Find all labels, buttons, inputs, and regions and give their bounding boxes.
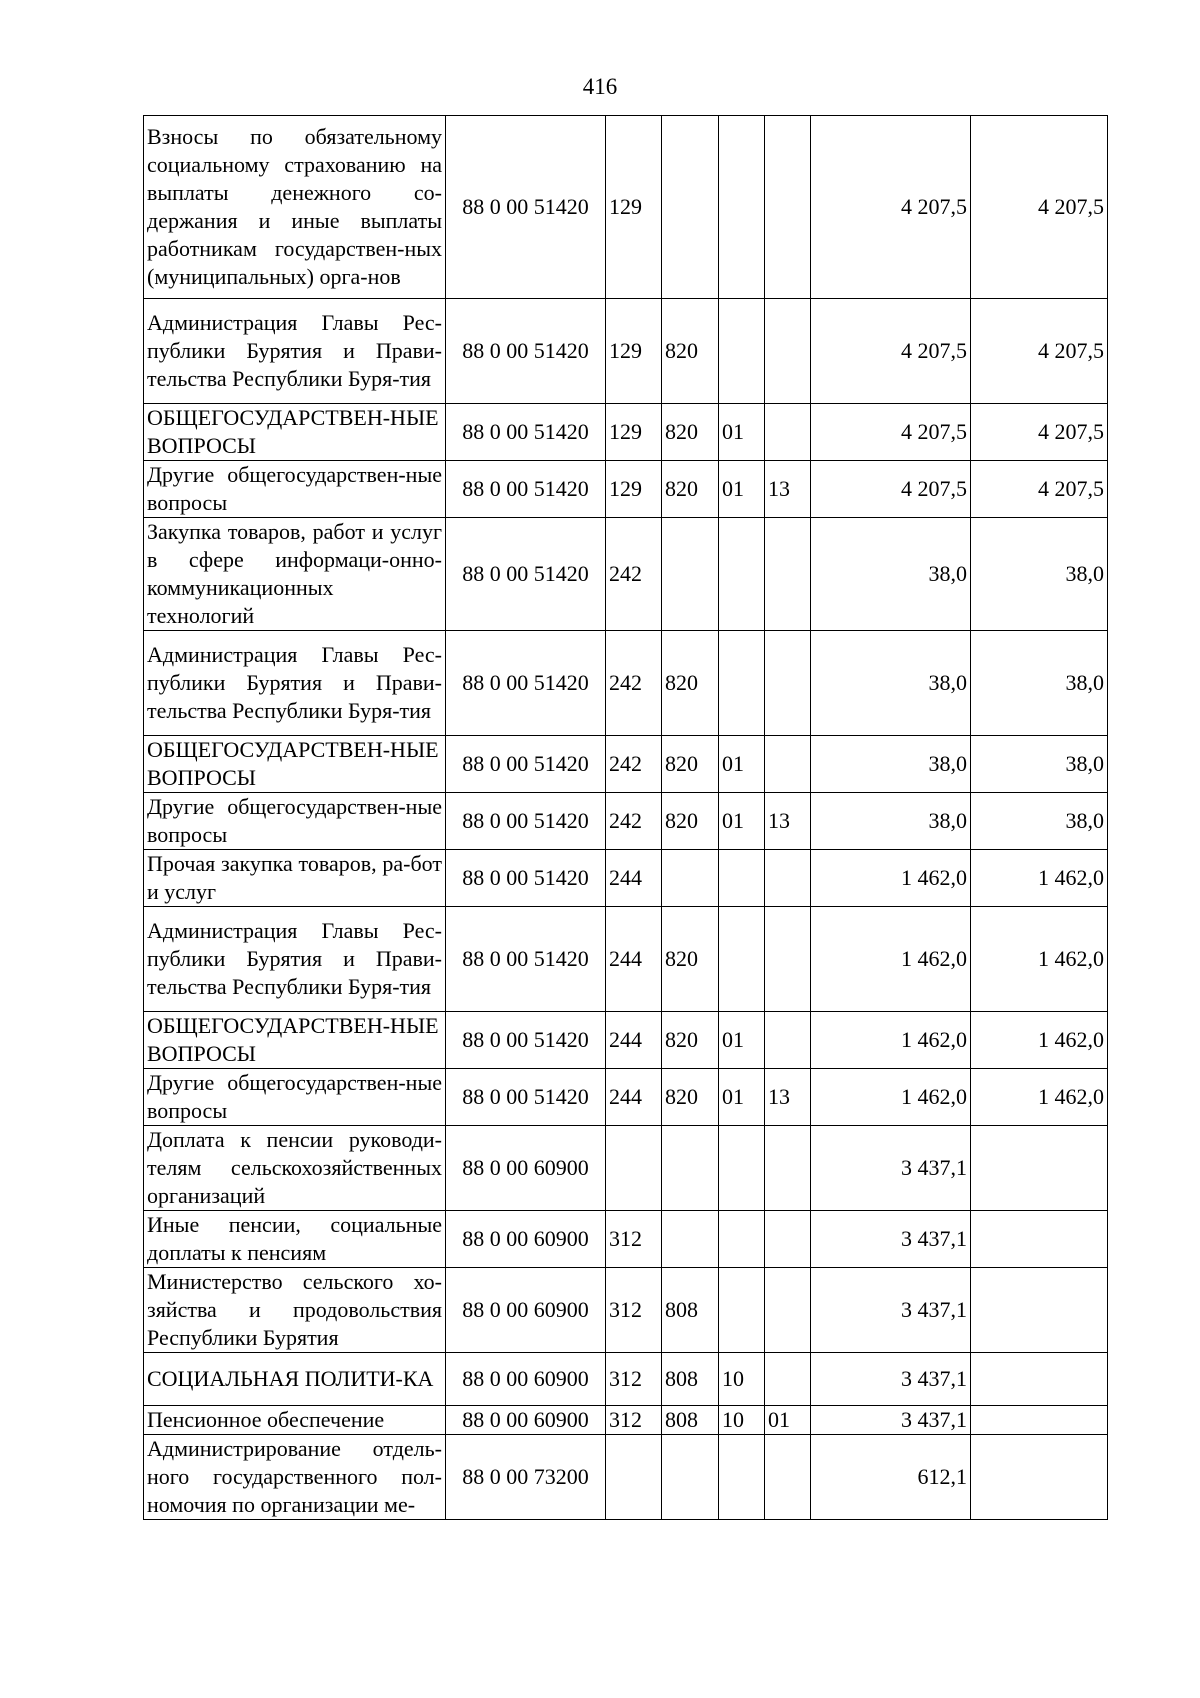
row-sum-1: 3 437,1 <box>811 1268 971 1353</box>
row-sum-2 <box>971 1353 1108 1406</box>
row-expense-type: 244 <box>606 1069 662 1126</box>
row-target-code: 88 0 00 51420 <box>446 461 606 518</box>
row-expense-type: 244 <box>606 907 662 1012</box>
row-target-code: 88 0 00 51420 <box>446 404 606 461</box>
row-ministry-code: 820 <box>662 907 719 1012</box>
row-sum-1: 3 437,1 <box>811 1126 971 1211</box>
row-subsection <box>765 1012 811 1069</box>
row-expense-type <box>606 1126 662 1211</box>
table-row <box>144 299 1108 404</box>
row-target-code: 88 0 00 60900 <box>446 1211 606 1268</box>
row-ministry-code: 820 <box>662 461 719 518</box>
row-name: Закупка товаров, работ и услуг в сфере информаци-онно-коммуникационных технологий <box>144 518 446 631</box>
row-subsection <box>765 736 811 793</box>
row-name: СОЦИАЛЬНАЯ ПОЛИТИ-КА <box>144 1353 446 1406</box>
row-target-code: 88 0 00 51420 <box>446 631 606 736</box>
row-ministry-code <box>662 850 719 907</box>
row-expense-type: 242 <box>606 736 662 793</box>
row-sum-1: 4 207,5 <box>811 299 971 404</box>
table-row <box>144 1126 1108 1211</box>
table-row <box>144 518 1108 631</box>
row-section <box>719 299 765 404</box>
row-sum-2: 4 207,5 <box>971 461 1108 518</box>
table-row <box>144 461 1108 518</box>
row-subsection <box>765 518 811 631</box>
row-sum-1: 1 462,0 <box>811 1069 971 1126</box>
row-sum-2: 1 462,0 <box>971 850 1108 907</box>
row-expense-type: 129 <box>606 461 662 518</box>
row-name: Министерство сельского хо-зяйства и продовольствия Республики Бурятия <box>144 1268 446 1353</box>
row-expense-type: 244 <box>606 1012 662 1069</box>
row-ministry-code <box>662 1435 719 1520</box>
row-sum-2: 1 462,0 <box>971 1069 1108 1126</box>
row-subsection <box>765 1211 811 1268</box>
row-subsection <box>765 404 811 461</box>
row-section: 01 <box>719 404 765 461</box>
row-target-code: 88 0 00 51420 <box>446 518 606 631</box>
row-name: Администрация Главы Рес-публики Бурятия и Прави-тельства Республики Буря-тия <box>144 907 446 1012</box>
row-sum-1: 1 462,0 <box>811 850 971 907</box>
row-subsection: 01 <box>765 1406 811 1435</box>
row-sum-1: 3 437,1 <box>811 1211 971 1268</box>
row-target-code: 88 0 00 51420 <box>446 1012 606 1069</box>
row-section: 01 <box>719 793 765 850</box>
row-section <box>719 1268 765 1353</box>
budget-table <box>143 115 1108 1520</box>
row-ministry-code <box>662 1126 719 1211</box>
row-expense-type: 242 <box>606 631 662 736</box>
row-target-code: 88 0 00 51420 <box>446 299 606 404</box>
table-row <box>144 1069 1108 1126</box>
row-name: Прочая закупка товаров, ра-бот и услуг <box>144 850 446 907</box>
row-target-code: 88 0 00 60900 <box>446 1353 606 1406</box>
row-expense-type: 244 <box>606 850 662 907</box>
row-target-code: 88 0 00 60900 <box>446 1268 606 1353</box>
row-target-code: 88 0 00 51420 <box>446 116 606 299</box>
row-sum-1: 3 437,1 <box>811 1406 971 1435</box>
row-expense-type: 312 <box>606 1353 662 1406</box>
row-sum-2 <box>971 1406 1108 1435</box>
row-sum-2: 1 462,0 <box>971 1012 1108 1069</box>
row-target-code: 88 0 00 51420 <box>446 736 606 793</box>
table-row <box>144 116 1108 299</box>
row-name: Доплата к пенсии руководи-телям сельскохозяйственных организаций <box>144 1126 446 1211</box>
row-subsection <box>765 850 811 907</box>
row-sum-2: 38,0 <box>971 736 1108 793</box>
table-row <box>144 1211 1108 1268</box>
table-row <box>144 736 1108 793</box>
row-section <box>719 1435 765 1520</box>
row-name: ОБЩЕГОСУДАРСТВЕН-НЫЕ ВОПРОСЫ <box>144 1012 446 1069</box>
row-subsection: 13 <box>765 1069 811 1126</box>
row-ministry-code: 820 <box>662 631 719 736</box>
row-name: Пенсионное обеспечение <box>144 1406 446 1435</box>
row-ministry-code: 820 <box>662 736 719 793</box>
row-sum-2: 1 462,0 <box>971 907 1108 1012</box>
row-name: Другие общегосударствен-ные вопросы <box>144 461 446 518</box>
table-row <box>144 1012 1108 1069</box>
row-section <box>719 1211 765 1268</box>
row-subsection <box>765 1126 811 1211</box>
row-sum-1: 38,0 <box>811 793 971 850</box>
row-ministry-code: 808 <box>662 1353 719 1406</box>
table-row <box>144 631 1108 736</box>
row-target-code: 88 0 00 51420 <box>446 1069 606 1126</box>
row-section: 01 <box>719 461 765 518</box>
row-subsection <box>765 1268 811 1353</box>
row-section <box>719 907 765 1012</box>
row-sum-2: 38,0 <box>971 793 1108 850</box>
row-sum-2: 4 207,5 <box>971 116 1108 299</box>
table-row <box>144 1435 1108 1520</box>
row-section <box>719 631 765 736</box>
row-section: 01 <box>719 1012 765 1069</box>
row-subsection <box>765 1353 811 1406</box>
row-name: Взносы по обязательному социальному страхованию на выплаты денежного со-держания и иные выплаты работникам государствен-ных (муниципальных) орга-нов <box>144 116 446 299</box>
row-target-code: 88 0 00 51420 <box>446 793 606 850</box>
row-section <box>719 518 765 631</box>
row-expense-type: 242 <box>606 518 662 631</box>
row-name: ОБЩЕГОСУДАРСТВЕН-НЫЕ ВОПРОСЫ <box>144 404 446 461</box>
row-ministry-code: 820 <box>662 1012 719 1069</box>
row-name: Иные пенсии, социальные доплаты к пенсиям <box>144 1211 446 1268</box>
row-sum-2: 4 207,5 <box>971 404 1108 461</box>
row-sum-1: 38,0 <box>811 518 971 631</box>
row-name: Администрация Главы Рес-публики Бурятия и Прави-тельства Республики Буря-тия <box>144 299 446 404</box>
row-sum-1: 3 437,1 <box>811 1353 971 1406</box>
row-sum-1: 4 207,5 <box>811 116 971 299</box>
row-sum-2 <box>971 1211 1108 1268</box>
row-sum-2 <box>971 1268 1108 1353</box>
table-row <box>144 1268 1108 1353</box>
row-ministry-code: 820 <box>662 793 719 850</box>
row-sum-2: 4 207,5 <box>971 299 1108 404</box>
row-sum-1: 612,1 <box>811 1435 971 1520</box>
row-ministry-code <box>662 518 719 631</box>
row-sum-1: 1 462,0 <box>811 907 971 1012</box>
table-row <box>144 850 1108 907</box>
row-section: 01 <box>719 1069 765 1126</box>
row-section: 10 <box>719 1353 765 1406</box>
row-expense-type: 312 <box>606 1211 662 1268</box>
row-target-code: 88 0 00 51420 <box>446 850 606 907</box>
row-name: Другие общегосударствен-ные вопросы <box>144 793 446 850</box>
row-sum-2 <box>971 1435 1108 1520</box>
table-row <box>144 1406 1108 1435</box>
row-expense-type: 242 <box>606 793 662 850</box>
row-ministry-code: 820 <box>662 404 719 461</box>
row-sum-1: 38,0 <box>811 631 971 736</box>
row-name: Администрирование отдель-ного государственного пол-номочия по организации ме- <box>144 1435 446 1520</box>
row-section: 01 <box>719 736 765 793</box>
row-ministry-code: 820 <box>662 1069 719 1126</box>
row-target-code: 88 0 00 60900 <box>446 1406 606 1435</box>
row-name: Администрация Главы Рес-публики Бурятия и Прави-тельства Республики Буря-тия <box>144 631 446 736</box>
row-name: ОБЩЕГОСУДАРСТВЕН-НЫЕ ВОПРОСЫ <box>144 736 446 793</box>
row-subsection <box>765 299 811 404</box>
row-sum-1: 38,0 <box>811 736 971 793</box>
page-number: 416 <box>582 74 618 99</box>
row-expense-type: 312 <box>606 1268 662 1353</box>
row-section <box>719 850 765 907</box>
row-subsection <box>765 631 811 736</box>
row-expense-type: 129 <box>606 116 662 299</box>
row-subsection <box>765 116 811 299</box>
row-section <box>719 116 765 299</box>
row-subsection <box>765 907 811 1012</box>
table-row <box>144 907 1108 1012</box>
row-name: Другие общегосударствен-ные вопросы <box>144 1069 446 1126</box>
row-expense-type: 312 <box>606 1406 662 1435</box>
row-ministry-code <box>662 1211 719 1268</box>
row-subsection <box>765 1435 811 1520</box>
row-section: 10 <box>719 1406 765 1435</box>
row-ministry-code: 808 <box>662 1268 719 1353</box>
row-subsection: 13 <box>765 793 811 850</box>
row-sum-1: 4 207,5 <box>811 461 971 518</box>
row-target-code: 88 0 00 60900 <box>446 1126 606 1211</box>
row-ministry-code: 820 <box>662 299 719 404</box>
row-sum-1: 4 207,5 <box>811 404 971 461</box>
row-expense-type: 129 <box>606 299 662 404</box>
row-subsection: 13 <box>765 461 811 518</box>
table-row <box>144 1353 1108 1406</box>
row-sum-2: 38,0 <box>971 518 1108 631</box>
row-sum-2: 38,0 <box>971 631 1108 736</box>
row-target-code: 88 0 00 51420 <box>446 907 606 1012</box>
row-sum-1: 1 462,0 <box>811 1012 971 1069</box>
row-ministry-code: 808 <box>662 1406 719 1435</box>
row-ministry-code <box>662 116 719 299</box>
row-expense-type <box>606 1435 662 1520</box>
row-section <box>719 1126 765 1211</box>
table-row <box>144 793 1108 850</box>
row-expense-type: 129 <box>606 404 662 461</box>
table-row <box>144 404 1108 461</box>
row-sum-2 <box>971 1126 1108 1211</box>
row-target-code: 88 0 00 73200 <box>446 1435 606 1520</box>
